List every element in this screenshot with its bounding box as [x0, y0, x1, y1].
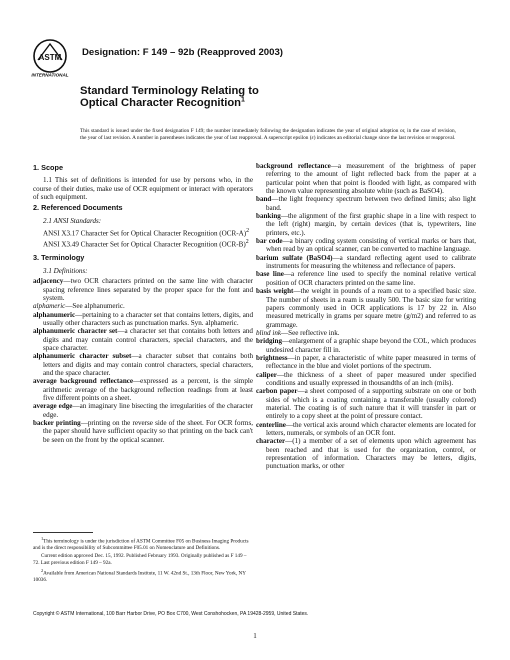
term-entry [256, 162, 476, 195]
term-definition: —a reference line used to specify the nominal relative vertical position of OCR characters printed on the same line. [266, 270, 476, 287]
term-name: basis weight [256, 287, 294, 296]
term-entry [256, 437, 476, 470]
term-name: blind ink [256, 328, 282, 337]
term-definition: —(1) a member of a set of elements upon which agreement has been reached and that is used for the organization, control, or representation of information. Characters may be letters, digits, punctuation marks, or other [266, 437, 476, 471]
term-entry [256, 287, 476, 329]
term-definition: —a binary coding system consisting of vertical marks or bars that, when read by an optical scanner, can be converted to machine language. [266, 237, 476, 254]
reference-item [33, 238, 253, 249]
page-number: 1 [253, 632, 257, 640]
term-name: barium sulfate (BaSO4) [256, 253, 333, 262]
term-entry [256, 354, 476, 371]
term-name: band [256, 195, 272, 204]
term-entry [256, 329, 476, 337]
term-definition: —the alignment of the first graphic shape in a line with respect to the left (right) margin, by certain devices (that is, typewriters, line printers, etc.). [266, 212, 476, 237]
term-entry [256, 421, 476, 438]
left-column [33, 162, 253, 444]
term-name: bar code [256, 237, 283, 246]
term-entry [256, 337, 476, 354]
term-name: banking [256, 212, 281, 221]
terminology-heading: 3. Terminology [33, 253, 85, 263]
term-definition: —enlargement of a graphic shape beyond the COL, which produces undesired character fill in. [266, 337, 476, 354]
term-entry [33, 311, 253, 328]
footnote-2 [33, 568, 253, 583]
term-entry [256, 371, 476, 388]
footnote-text: This terminology is under the jurisdiction of ASTM Committee F05 on Business Imaging Products and is the direct responsibility of Subcommittee F05.01 on Nomenclature and Definitions. [33, 538, 249, 552]
document-title [80, 85, 440, 109]
term-definition: —an imaginary line bisecting the irregularities of the character edge. [43, 402, 254, 419]
reference-mark: 2 [246, 228, 250, 235]
term-entry [33, 327, 253, 352]
term-name: carbon paper [256, 387, 298, 396]
footnote-1 [33, 536, 253, 551]
footnote-text: Available from American National Standards Institute, 11 W. 42nd St., 13th Floor, New York, NY 10036. [33, 570, 246, 583]
title-line-2-text: Optical Character Recognition [80, 97, 242, 109]
standard-notice: This standard is issued under the fixed designation F 149; the number immediately following the designation indicates the year of original adoption or, in the case of revision, the year of last revision. A number in parentheses indicates the year of last reapproval. A superscript epsilon (ε) indicates an editorial change since the last revision or reapproval. [80, 128, 456, 141]
term-entry [33, 352, 253, 377]
term-definition: —See reflective ink. [281, 328, 340, 337]
footnote-1b: Current edition approved Dec. 15, 1992. Published February 1993. Originally published as F 149 – 72. Last previous edition F 149 – 92a. [33, 553, 247, 566]
term-definition: —the light frequency spectrum between two defined limits; also light band. [266, 195, 476, 212]
term-name: alphanumeric character set [33, 327, 118, 336]
term-definition: —a character set that contains both letters and digits and may contain control characters, special characters, and the space character. [43, 327, 253, 352]
refs-subheading [33, 217, 253, 225]
reference-text: ANSI X3.17 Character Set for Optical Character Recognition (OCR-A) [43, 229, 247, 238]
designation: Designation: F 149 – 92b (Reapproved 2003) [82, 47, 284, 58]
term-definition: —the thickness of a sheet of paper measured under specified conditions and usually expressed in thousandths of an inch (mils). [266, 370, 476, 387]
term-name: alphameric [33, 302, 66, 311]
term-definition: —a measurement of the brightness of paper referring to the amount of light reflected back from the paper at a particular point when that point is flooded with light, as compared with the known value representing absolute white (such as BaSO4). [266, 162, 476, 196]
term-definition: —the weight in pounds of a ream cut to a specified basic size. The number of sheets in a ream is usually 500. The basic size for writing papers commonly used in OCR applications is 17 by 22 in. Also measured metrically in grams per square metre (g/m2) and referred to as grammage. [266, 287, 476, 329]
title-line-2 [80, 97, 440, 109]
term-name: backer printing [33, 419, 81, 427]
reference-item [33, 227, 253, 238]
footnote-divider [33, 532, 93, 533]
term-name: alphanumeric character subset [33, 352, 132, 361]
term-definition: —a character subset that contains both letters and digits and may contain control characters, special characters, and the space character. [43, 352, 253, 377]
definitions-subheading [33, 267, 253, 275]
footnote-mark: 1 [41, 536, 44, 541]
scope-text: 1.1 This set of definitions is intended for use by persons who, in the course of their duties, make use of OCR equipment or interact with operators of such equipment. [33, 176, 253, 202]
term-name: average edge [33, 402, 73, 411]
term-entry [256, 212, 476, 237]
term-name: bridging [256, 337, 283, 346]
term-name: alphanumeric [33, 310, 76, 319]
term-name: average background reflectance [33, 377, 134, 386]
title-line-1: Standard Terminology Relating to [80, 85, 259, 97]
header [30, 38, 490, 78]
term-definition: —pertaining to a character set that contains letters, digits, and usually other characters such as punctuation marks. Syn. alphameric. [43, 310, 253, 327]
term-name: adjacency [33, 277, 64, 286]
term-definition: —a standard reflecting agent used to calibrate instruments for measuring the whiteness and reflectance of papers. [266, 253, 477, 271]
term-entry [256, 254, 476, 271]
term-name: character [256, 437, 286, 446]
term-name: centerline [256, 420, 286, 429]
term-name: background reflectance [256, 162, 331, 170]
term-name: base line [256, 270, 284, 279]
astm-logo-icon [30, 38, 70, 78]
footnotes [33, 532, 253, 585]
term-entry [33, 302, 253, 310]
term-entry [33, 277, 253, 302]
term-entry [33, 377, 253, 402]
footnote-mark: 2 [41, 567, 44, 573]
reference-mark: 2 [245, 238, 249, 245]
term-entry [33, 402, 253, 419]
refs-heading: 2. Referenced Documents [33, 203, 123, 213]
scope-heading: 1. Scope [33, 163, 64, 172]
term-entry [33, 419, 253, 444]
term-name: brightness [256, 353, 288, 362]
refs-subheading-text: 2.1 ANSI Standards: [43, 216, 102, 225]
term-entry [256, 270, 476, 287]
logo-text: ASTM [38, 53, 62, 62]
right-column [256, 162, 476, 471]
term-definition: —a sheet composed of a supporting substrate on one or both sides of which is a coating containing a transferable (usually colored) material. The coating is of such nature that it will transfer in part or entirely to a copy sheet at the point of pressure contact. [266, 387, 476, 421]
copyright-line: Copyright © ASTM International, 100 Barr Harbor Drive, PO Box C700, West Conshohocken, PA 19428-2959, United States. [33, 611, 309, 617]
term-definition: —in paper, a characteristic of white paper measured in terms of reflectance in the blue and violet portions of the spectrum. [266, 353, 476, 371]
term-entry [256, 195, 476, 212]
term-definition: —the vertical axis around which character elements are located for letters, numerals, or symbols of an OCR font. [266, 420, 476, 437]
term-definition: —expressed as a percent, is the simple arithmetic average of the background reflection readings from at least five different points on a sheet. [43, 377, 253, 402]
term-definition: —See alphanumeric. [65, 302, 125, 311]
definitions-subheading-text: 3.1 Definitions: [43, 266, 88, 275]
term-name: caliper [256, 370, 277, 379]
logo-subtext: INTERNATIONAL [31, 72, 69, 78]
term-entry [256, 237, 476, 254]
reference-text: ANSI X3.49 Character Set for Optical Character Recognition (OCR-B) [43, 240, 246, 249]
term-entry [256, 387, 476, 420]
term-definition: —printing on the reverse side of the sheet. For OCR forms, the paper should have sufficient opacity so that printing on the back can't be seen on the front by the optical scanner. [43, 419, 253, 444]
term-definition: —two OCR characters printed on the same line with character spacing reference lines separated by the proper space for the font and system. [43, 277, 253, 302]
title-footnote-mark: 1 [241, 96, 245, 104]
